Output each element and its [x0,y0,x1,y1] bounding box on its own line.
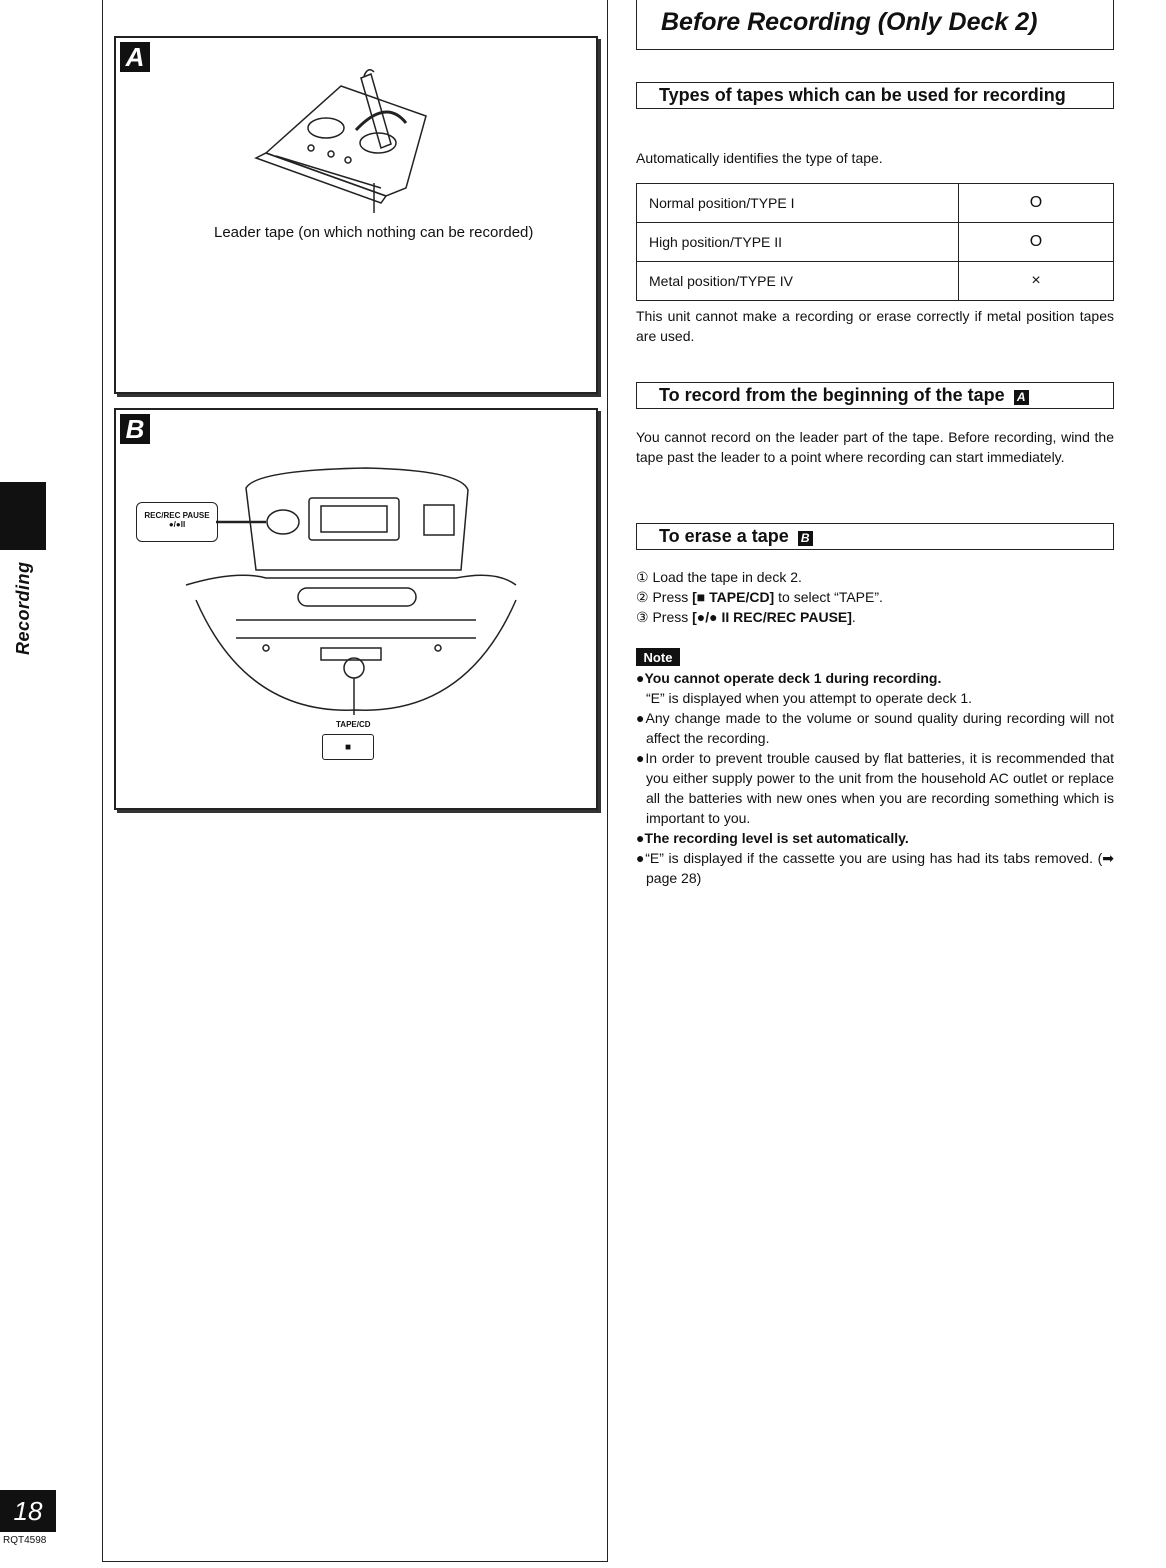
cassette-shape [256,86,426,203]
figure-a-ref-icon: A [1014,390,1029,405]
table-row [637,184,1114,223]
metal-tape-warning: This unit cannot make a recording or erase correctly if metal position tapes are used. [636,308,1114,344]
erase-section-heading [636,523,1114,550]
step-number: ③ [636,609,649,625]
stereo-unit-illustration [116,410,596,740]
list-item [636,587,1114,607]
tape-type-cell: High position/TYPE II [637,223,959,262]
compatibility-mark-cell: O [959,223,1114,262]
section-tab-marker [0,482,46,550]
cassette-pencil-illustration [116,38,596,238]
page-number: 18 [0,1490,56,1532]
tape-cd-label: TAPE/CD [336,720,371,729]
step-text-suffix: to select “TAPE”. [774,589,883,605]
note-item: ●In order to prevent trouble caused by flat batteries, it is recommended that you either supply power to the unit from the household AC outlet or replace all the batteries with new ones when you are recording something which is important to you. [636,750,1114,826]
center-divider-line [607,0,608,1562]
rec-pause-symbol: ●/●II [168,520,186,529]
tape-type-cell: Normal position/TYPE I [637,184,959,223]
step-button-name: [●/● II REC/REC PAUSE] [692,609,852,625]
types-intro: Automatically identifies the type of tape. [636,150,883,166]
step-text: Press [652,609,693,625]
note-badge: Note [636,648,680,666]
tape-cd-button-callout [322,734,374,760]
figure-b-ref-icon: B [798,531,813,546]
stop-icon: ■ [344,741,352,753]
step-number: ① [636,569,649,585]
erase-steps-list [636,567,1114,627]
figure-a-tag: A [120,42,150,72]
notes-list [636,668,1114,888]
compatibility-mark-cell: × [959,262,1114,301]
figure-b-tag: B [120,414,150,444]
left-margin-line [102,0,103,1562]
figure-a-caption: Leader tape (on which nothing can be recorded) [214,224,534,241]
rec-pause-label: REC/REC PAUSE [144,511,210,520]
erase-heading-text: To erase a tape [659,526,789,546]
side-section-label: Recording [13,561,33,655]
step-text-suffix: . [851,609,856,625]
note-item: ●“E” is displayed if the cassette you are using has had its tabs removed. (➡ page 28) [636,850,1114,886]
note-item: ●Any change made to the volume or sound quality during recording will not affect the recording. [636,710,1114,746]
beginning-heading-text: To record from the beginning of the tape [659,385,1005,405]
step-button-name: [■ TAPE/CD] [692,589,775,605]
figure-b [114,408,598,810]
note-item-detail: “E” is displayed when you attempt to operate deck 1. [646,690,973,706]
step-text: Press [652,589,693,605]
table-row [637,262,1114,301]
rotation-arrow [356,112,406,130]
types-section-heading: Types of tapes which can be used for recording [636,82,1114,109]
list-item [636,607,1114,627]
compatibility-mark-cell: O [959,184,1114,223]
tape-types-table [636,183,1114,301]
note-item: ●You cannot operate deck 1 during recording. [636,670,942,686]
page-title: Before Recording (Only Deck 2) [636,0,1114,50]
document-code: RQT4598 [3,1535,47,1546]
tape-type-cell: Metal position/TYPE IV [637,262,959,301]
list-item [636,567,1114,587]
figure-a [114,36,598,394]
note-item: ●The recording level is set automatically. [636,830,909,846]
beginning-section-text: You cannot record on the leader part of the tape. Before recording, wind the tape past the leader to a point where recording can start immediately. [636,429,1114,465]
step-text: Load the tape in deck 2. [652,569,802,585]
beginning-section-heading [636,382,1114,409]
step-number: ② [636,589,649,605]
table-row [637,223,1114,262]
bottom-line [102,1561,608,1562]
